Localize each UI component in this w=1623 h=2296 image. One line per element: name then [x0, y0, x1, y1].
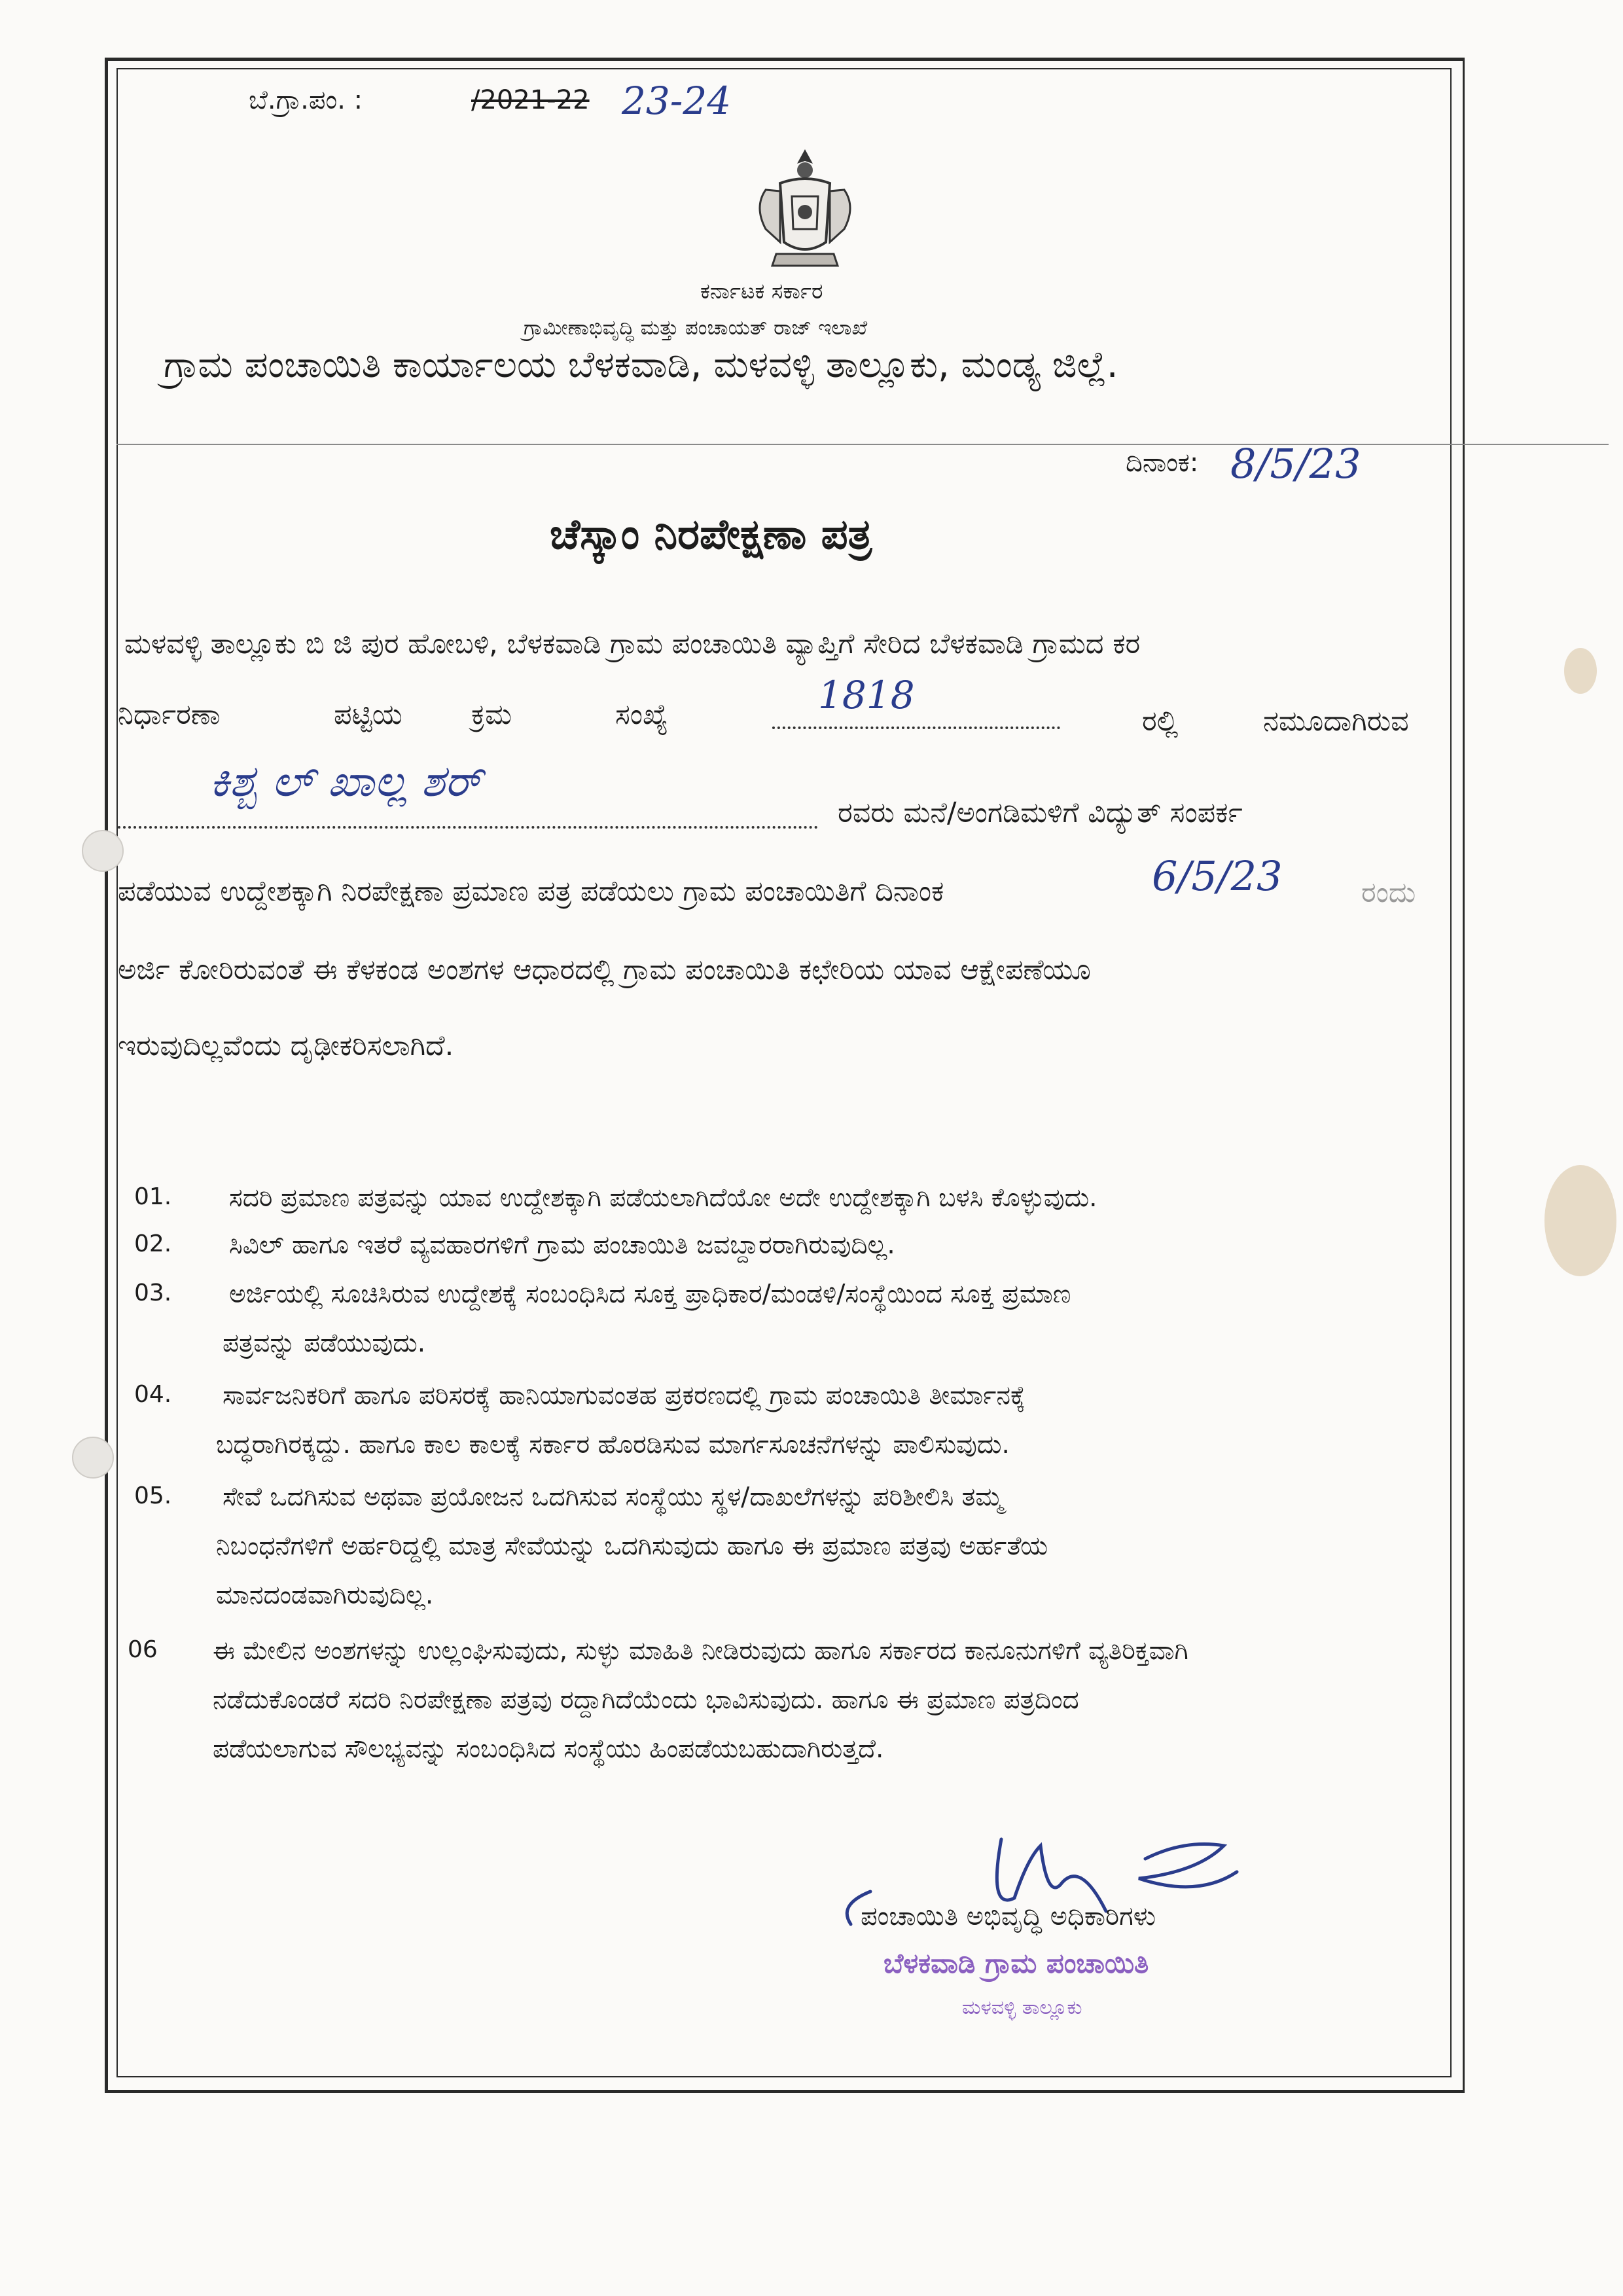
office-stamp-line-1: ಬೆಳಕವಾಡಿ ಗ್ರಾಮ ಪಂಚಾಯಿತಿ: [883, 1947, 1149, 1979]
header-govt: ಕರ್ನಾಟಕ ಸರ್ಕಾರ: [700, 278, 823, 304]
header-office: ಗ್ರಾಮ ಪಂಚಾಯಿತಿ ಕಾರ್ಯಾಲಯ ಬೆಳಕವಾಡಿ, ಮಳವಳ್ಳಿ ತಾಲ್ಲೂಕು, ಮಂಡ್ಯ ಜಿಲ್ಲೆ.: [164, 344, 1118, 386]
body-line-4: ಪಡೆಯುವ ಉದ್ದೇಶಕ್ಕಾಗಿ ನಿರಪೇಕ್ಷಣಾ ಪ್ರಮಾಣ ಪತ್ರ ಪಡೆಯಲು ಗ್ರಾಮ ಪಂಚಾಯಿತಿಗೆ ದಿನಾಂಕ: [118, 875, 944, 908]
body-line-1: ಮಳವಳ್ಳಿ ತಾಲ್ಲೂಕು ಬಿ ಜಿ ಪುರ ಹೋಬಳಿ, ಬೆಳಕವಾಡಿ ಗ್ರಾಮ ಪಂಚಾಯಿತಿ ವ್ಯಾಪ್ತಿಗೆ ಸೇರಿದ ಬೆಳಕವಾಡಿ ಗ್ರಾಮದ ಕರ: [124, 628, 1141, 660]
header-divider: [116, 444, 1609, 445]
body-line-5: ಅರ್ಜಿ ಕೋರಿರುವಂತೆ ಈ ಕೆಳಕಂಡ ಅಂಶಗಳ ಆಧಾರದಲ್ಲಿ ಗ್ರಾಮ ಪಂಚಾಯಿತಿ ಕಛೇರಿಯ ಯಾವ ಆಕ್ಷೇಪಣೆಯೂ: [118, 954, 1091, 986]
header-dept: ಗ್ರಾಮೀಣಾಭಿವೃದ್ಧಿ ಮತ್ತು ಪಂಚಾಯತ್ ರಾಜ್ ಇಲಾಖೆ: [524, 316, 868, 340]
condition-number: 03.: [134, 1280, 172, 1306]
body-line-2-tail-1: ರಲ್ಲಿ: [1142, 705, 1179, 738]
condition-line: ಬದ್ಧರಾಗಿರಕ್ಕದ್ದು. ಹಾಗೂ ಕಾಲ ಕಾಲಕ್ಕೆ ಸರ್ಕಾರ ಹೊರಡಿಸುವ ಮಾರ್ಗಸೂಚನೆಗಳನ್ನು ಪಾಲಿಸುವುದು.: [216, 1430, 1010, 1460]
body-line-2-word-2: ಪಟ್ಟಿಯ: [334, 698, 402, 731]
signature-designation: ಪಂಚಾಯಿತಿ ಅಭಿವೃದ್ಧಿ ಅಧಿಕಾರಿಗಳು: [861, 1901, 1156, 1931]
condition-number: 05.: [134, 1482, 172, 1509]
condition-number: 02.: [134, 1230, 172, 1257]
condition-line: ಪತ್ರವನ್ನು ಪಡೆಯುವುದು.: [223, 1329, 426, 1358]
date-value: 8/5/23: [1230, 440, 1361, 488]
condition-number: 04.: [134, 1381, 172, 1408]
body-line-2-tail-2: ನಮೂದಾಗಿರುವ: [1263, 705, 1409, 738]
condition-line: ಸಾರ್ವಜನಿಕರಿಗೆ ಹಾಗೂ ಪರಿಸರಕ್ಕೆ ಹಾನಿಯಾಗುವಂತಹ ಪ್ರಕರಣದಲ್ಲಿ ಗ್ರಾಮ ಪಂಚಾಯಿತಿ ತೀರ್ಮಾನಕ್ಕೆ: [223, 1381, 1026, 1410]
condition-line: ಪಡೆಯಲಾಗುವ ಸೌಲಭ್ಯವನ್ನು ಸಂಬಂಧಿಸಿದ ಸಂಸ್ಥೆಯು ಹಿಂಪಡೆಯಬಹುದಾಗಿರುತ್ತದೆ.: [213, 1734, 884, 1764]
body-line-6: ಇರುವುದಿಲ್ಲವೆಂದು ದೃಢೀಕರಿಸಲಾಗಿದೆ.: [118, 1030, 454, 1062]
condition-line: ಈ ಮೇಲಿನ ಅಂಶಗಳನ್ನು ಉಲ್ಲಂಘಿಸುವುದು, ಸುಳ್ಳು ಮಾಹಿತಿ ನೀಡಿರುವುದು ಹಾಗೂ ಸರ್ಕಾರದ ಕಾನೂನುಗಳಿಗೆ ವ್ಯತಿರಿಕ್ತವಾಗಿ: [213, 1636, 1188, 1666]
body-line-2-word-1: ನಿರ್ಧಾರಣಾ: [118, 698, 221, 731]
ref-label: ಬೆ.ಗ್ರಾ.ಪಂ. :: [249, 85, 363, 115]
condition-line: ಸೇವೆ ಒದಗಿಸುವ ಅಥವಾ ಪ್ರಯೋಜನ ಒದಗಿಸುವ ಸಂಸ್ಥೆಯು ಸ್ಥಳ/ದಾಖಲೆಗಳನ್ನು ಪರಿಶೀಲಿಸಿ ತಮ್ಮ: [223, 1482, 1003, 1512]
condition-line: ಮಾನದಂಡವಾಗಿರುವುದಿಲ್ಲ.: [216, 1581, 434, 1610]
office-stamp-line-2: ಮಳವಳ್ಳಿ ತಾಲ್ಲೂಕು: [962, 1996, 1082, 2019]
body-line-3-tail: ರವರು ಮನೆ/ಅಂಗಡಿಮಳಿಗೆ ವಿದ್ಯುತ್ ಸಂಪರ್ಕ: [838, 797, 1243, 829]
applicant-name-blank: [118, 826, 818, 829]
serial-no: 1818: [818, 673, 915, 717]
body-paragraph: [118, 628, 1459, 1073]
condition-line: ಸಿವಿಲ್ ಹಾಗೂ ಇತರೆ ವ್ಯವಹಾರಗಳಿಗೆ ಗ್ರಾಮ ಪಂಚಾಯಿತಿ ಜವಬ್ದಾರರಾಗಿರುವುದಿಲ್ಲ.: [229, 1230, 895, 1260]
condition-line: ಅರ್ಜಿಯಲ್ಲಿ ಸೂಚಿಸಿರುವ ಉದ್ದೇಶಕ್ಕೆ ಸಂಬಂಧಿಸಿದ ಸೂಕ್ತ ಪ್ರಾಧಿಕಾರ/ಮಂಡಳಿ/ಸಂಸ್ಥೆಯಿಂದ ಸೂಕ್ತ ಪ್ರಮಾಣ: [229, 1280, 1071, 1309]
condition-line: ನಿಬಂಧನೆಗಳಿಗೆ ಅರ್ಹರಿದ್ದಲ್ಲಿ ಮಾತ್ರ ಸೇವೆಯನ್ನು ಒದಗಿಸುವುದು ಹಾಗೂ ಈ ಪ್ರಮಾಣ ಪತ್ರವು ಅರ್ಹತೆಯ: [216, 1532, 1048, 1561]
stain-mark: [1544, 1165, 1616, 1276]
date-label: ದಿನಾಂಕ:: [1126, 448, 1199, 478]
body-line-2-word-4: ಸಂಖ್ಯೆ: [615, 698, 668, 731]
condition-line: ಸದರಿ ಪ್ರಮಾಣ ಪತ್ರವನ್ನು ಯಾವ ಉದ್ದೇಶಕ್ಕಾಗಿ ಪಡೆಯಲಾಗಿದೆಯೋ ಅದೇ ಉದ್ದೇಶಕ್ಕಾಗಿ ಬಳಸಿ ಕೊಳ್ಳುವುದು.: [229, 1183, 1097, 1213]
applicant-name: ಕಿಶ್ಬ ಲ್ ಖಾಲ್ಲ ಶರ್: [209, 756, 482, 806]
serial-no-blank: [772, 726, 1060, 729]
karnataka-emblem-icon: [740, 144, 870, 278]
ref-printed-year: [471, 85, 590, 115]
document-title: ಚೆಸ್ಕಾಂ ನಿರಪೇಕ್ಷಣಾ ಪತ್ರ: [550, 511, 872, 559]
ref-printed-year-text: /2021-22: [471, 85, 590, 115]
ref-handwritten-year: 23-24: [622, 79, 732, 123]
body-line-2-word-3: ಕ್ರಮ: [471, 698, 512, 731]
application-date: 6/5/23: [1152, 852, 1283, 900]
body-line-4-tail: ರಂದು: [1361, 876, 1416, 909]
punch-hole-bottom: [72, 1437, 114, 1479]
condition-number: 01.: [134, 1183, 172, 1210]
condition-number: 06: [128, 1636, 158, 1663]
stain-mark-small: [1564, 648, 1597, 694]
condition-line: ನಡೆದುಕೊಂಡರೆ ಸದರಿ ನಿರಪೇಕ್ಷಣಾ ಪತ್ರವು ರದ್ದಾಗಿದೆಯೆಂದು ಭಾವಿಸುವುದು. ಹಾಗೂ ಈ ಪ್ರಮಾಣ ಪತ್ರದಿಂದ: [213, 1685, 1079, 1715]
